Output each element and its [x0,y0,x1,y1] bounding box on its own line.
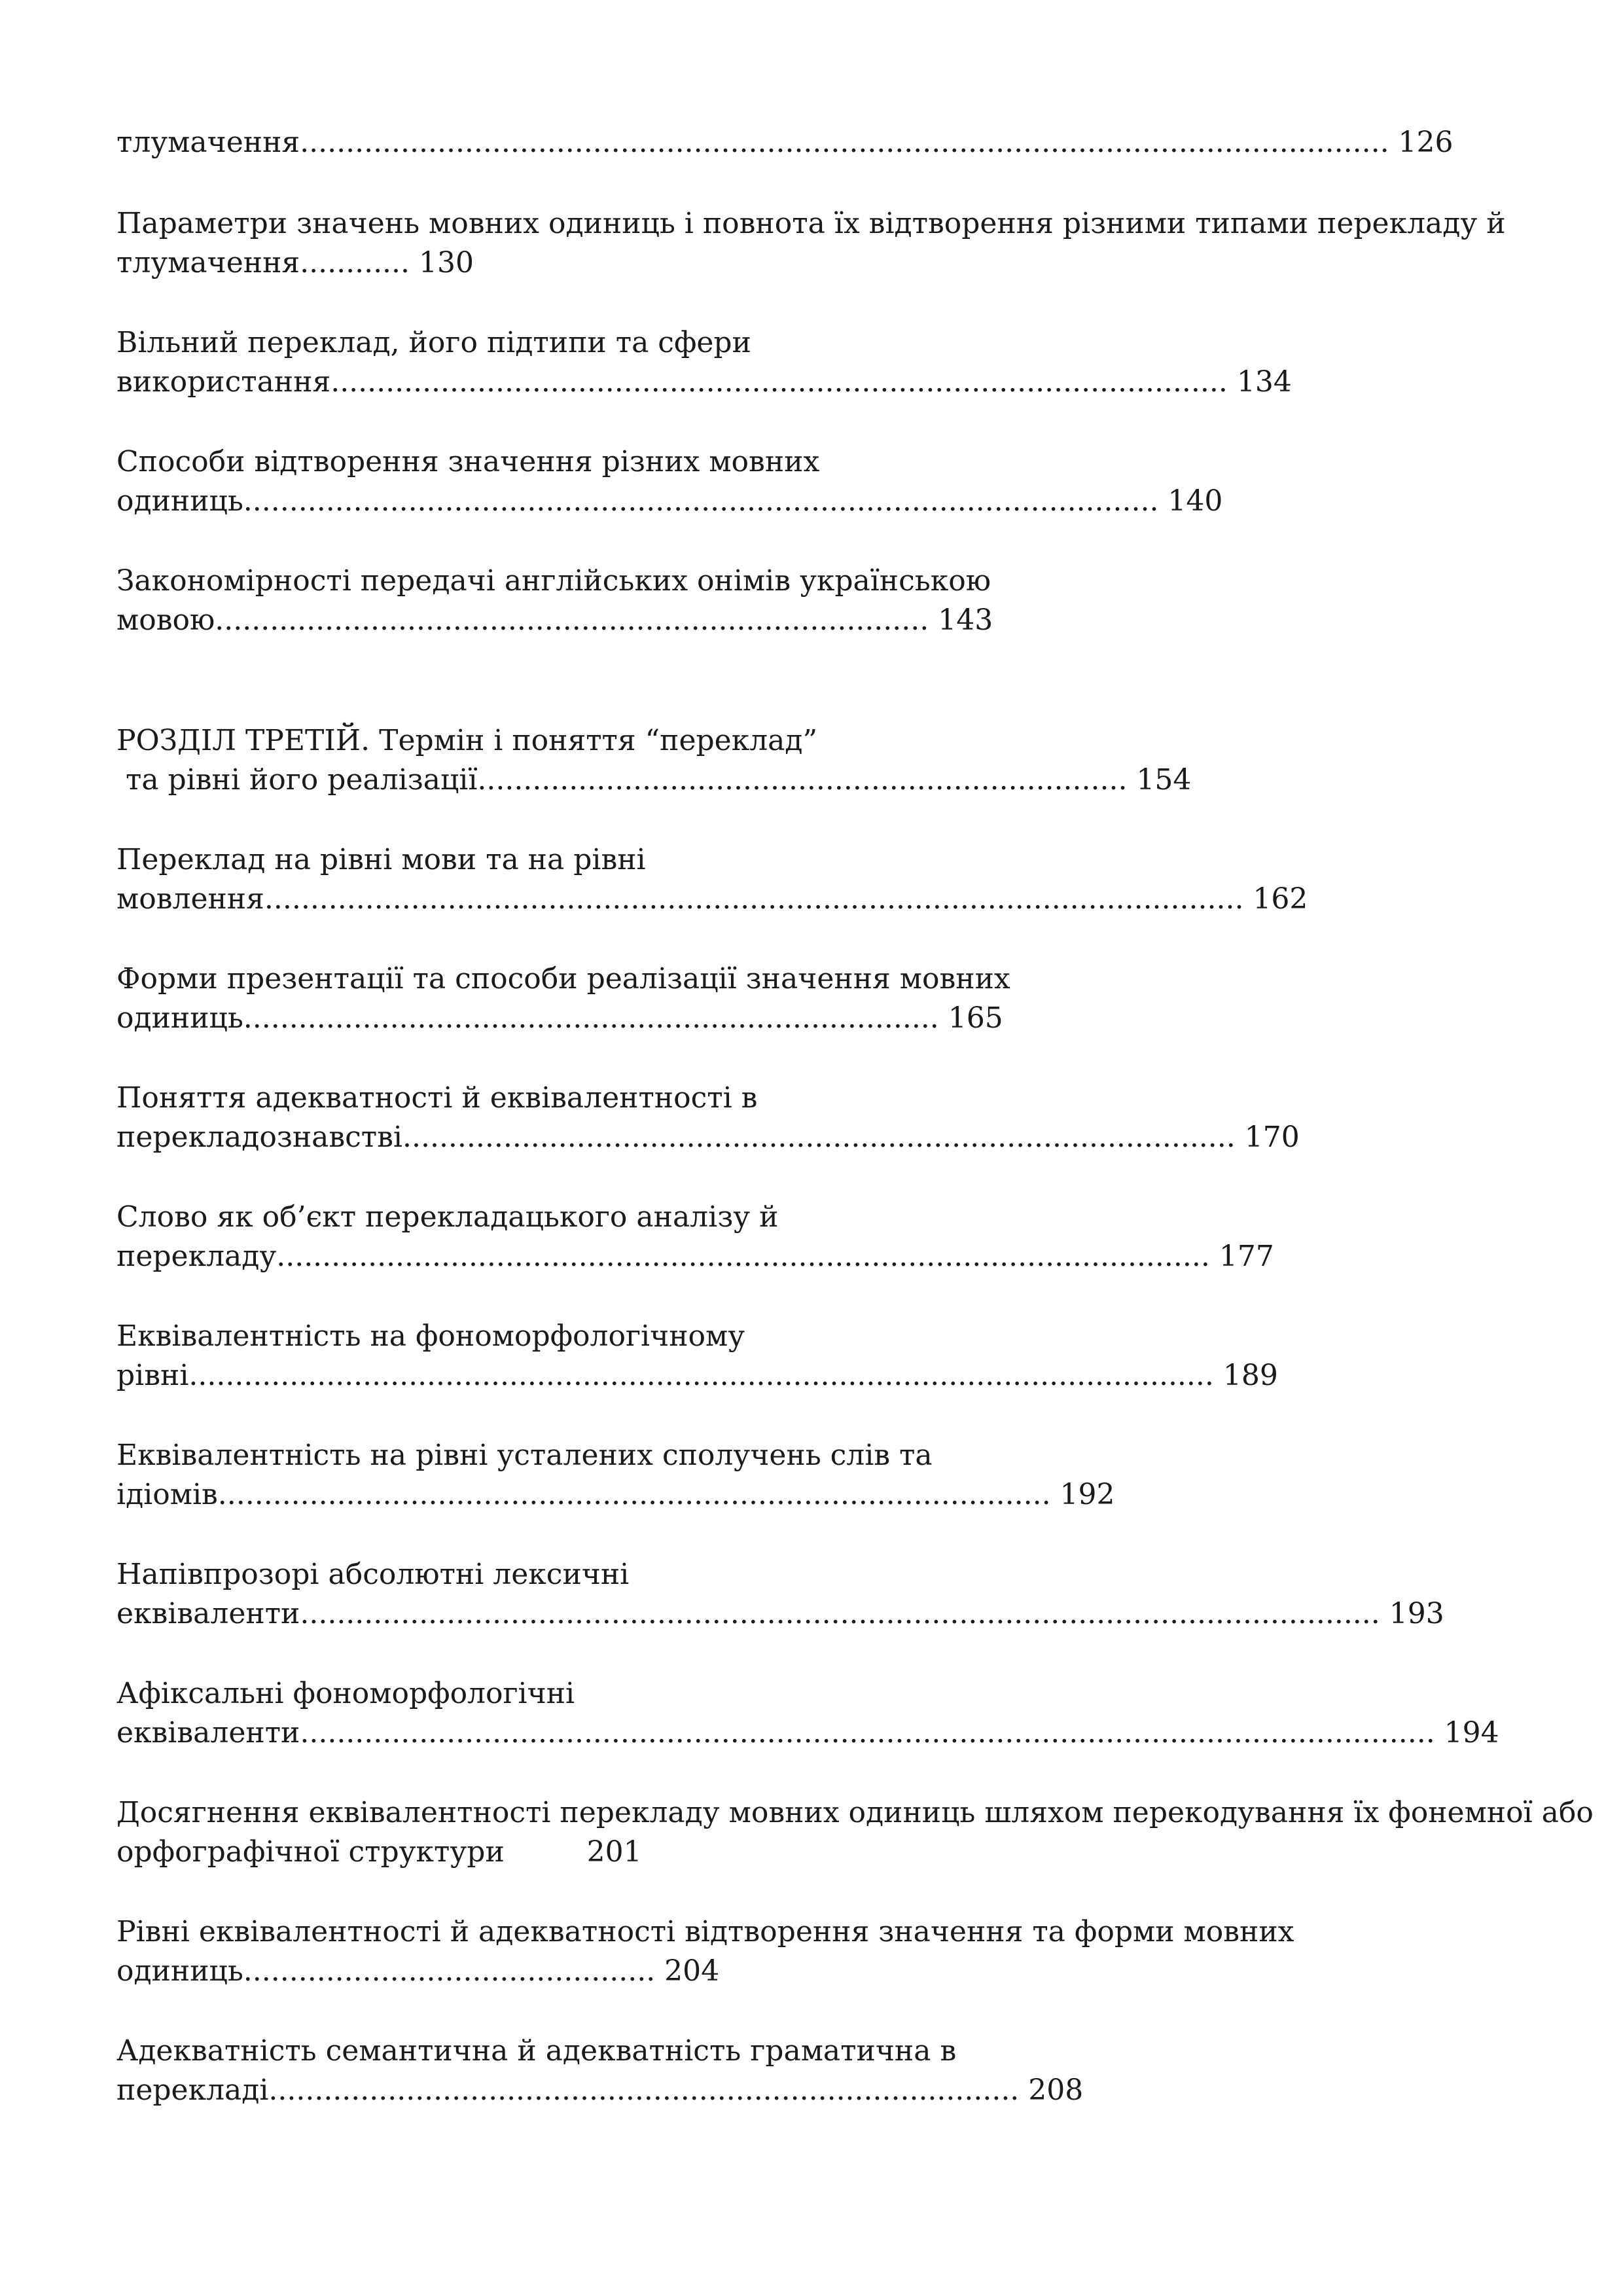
toc-entry-pereklad-na-rivni-line-1: Переклад на рівні мови та на рівні [116,843,646,876]
toc-entry-parametry-line-2: тлумачення............ 130 [116,246,474,279]
toc-entry-sposoby-line-2: одиниць.................................................................................................... 140 [116,484,1223,518]
toc-entry-formy-prezentatsii-line-1: Форми презентації та способи реалізації значення мовних [116,962,1010,996]
toc-entry-dosiahnennia-line-1: Досягнення еквівалентності перекладу мовних одиниць шляхом перекодування їх фонемної або [116,1796,1594,1829]
toc-chapter-three-line-2: та рівні його реалізації....................................................................... 154 [116,763,1192,797]
toc-entry-vilnyi-pereklad-line-2: використання.................................................................................................. 134 [116,365,1292,399]
toc-entry-vilnyi-pereklad-line-1: Вільний переклад, його підтипи та сфери [116,326,751,359]
toc-entry-tlumachennia-line-1: тлумачення....................................................................................................................... 126 [116,126,1454,159]
toc-chapter-three-line-1: РОЗДІЛ ТРЕТІЙ. Термін і поняття “переклад” [116,724,817,757]
toc-entry-rivni-ekvivalentnosti-line-1: Рівні еквівалентності й адекватності відтворення значення та форми мовних [116,1915,1294,1948]
toc-entry-fonomorfolohichnomu-line-1: Еквівалентність на фономорфологічному [116,1319,745,1353]
toc-entry-parametry-line-1: Параметри значень мовних одиниць і повнота їх відтворення різними типами перекладу й [116,207,1506,240]
toc-entry-dosiahnennia-line-2: орфографічної структури 201 [116,1835,642,1869]
toc-entry-ustalenykh-spoluchen-line-2: ідіомів........................................................................................... 192 [116,1478,1115,1511]
toc-entry-fonomorfolohichnomu-line-2: рівні................................................................................................................ 189 [116,1359,1278,1392]
toc-entry-afiksalni-line-1: Афіксальні фономорфологічні [116,1677,575,1710]
toc-entry-sposoby-line-1: Способи відтворення значення різних мовних [116,445,820,478]
toc-entry-slovo-yak-obiekt-line-1: Слово як об’єкт перекладацького аналізу й [116,1200,779,1234]
toc-entry-ustalenykh-spoluchen-line-1: Еквівалентність на рівні усталених сполучень слів та [116,1439,933,1472]
toc-entry-poniattia-adekvatnosti-line-2: перекладознавстві........................................................................................... 170 [116,1121,1300,1154]
toc-entry-adekvatnist-semantychna-line-2: перекладі.................................................................................. 208 [116,2073,1084,2107]
toc-entry-poniattia-adekvatnosti-line-1: Поняття адекватності й еквівалентності в [116,1081,758,1115]
toc-entry-formy-prezentatsii-line-2: одиниць............................................................................ 165 [116,1001,1003,1035]
toc-entry-napivprozori-line-1: Напівпрозорі абсолютні лексичні [116,1558,630,1591]
toc-entry-slovo-yak-obiekt-line-2: перекладу...................................................................................................... 177 [116,1240,1274,1273]
toc-entry-napivprozori-line-2: еквіваленти...................................................................................................................... 193 [116,1597,1444,1630]
toc-entry-afiksalni-line-2: еквіваленти............................................................................................................................ 194 [116,1716,1499,1749]
toc-entry-rivni-ekvivalentnosti-line-2: одиниць............................................. 204 [116,1954,720,1988]
toc-entry-adekvatnist-semantychna-line-1: Адекватність семантична й адекватність граматична в [116,2034,957,2068]
toc-entry-zakonomirnosti-line-2: мовою.............................................................................. 143 [116,603,993,637]
toc-entry-zakonomirnosti-line-1: Закономірності передачі англійських онімів українською [116,564,991,598]
toc-entry-pereklad-na-rivni-line-2: мовлення........................................................................................................... 162 [116,882,1308,916]
